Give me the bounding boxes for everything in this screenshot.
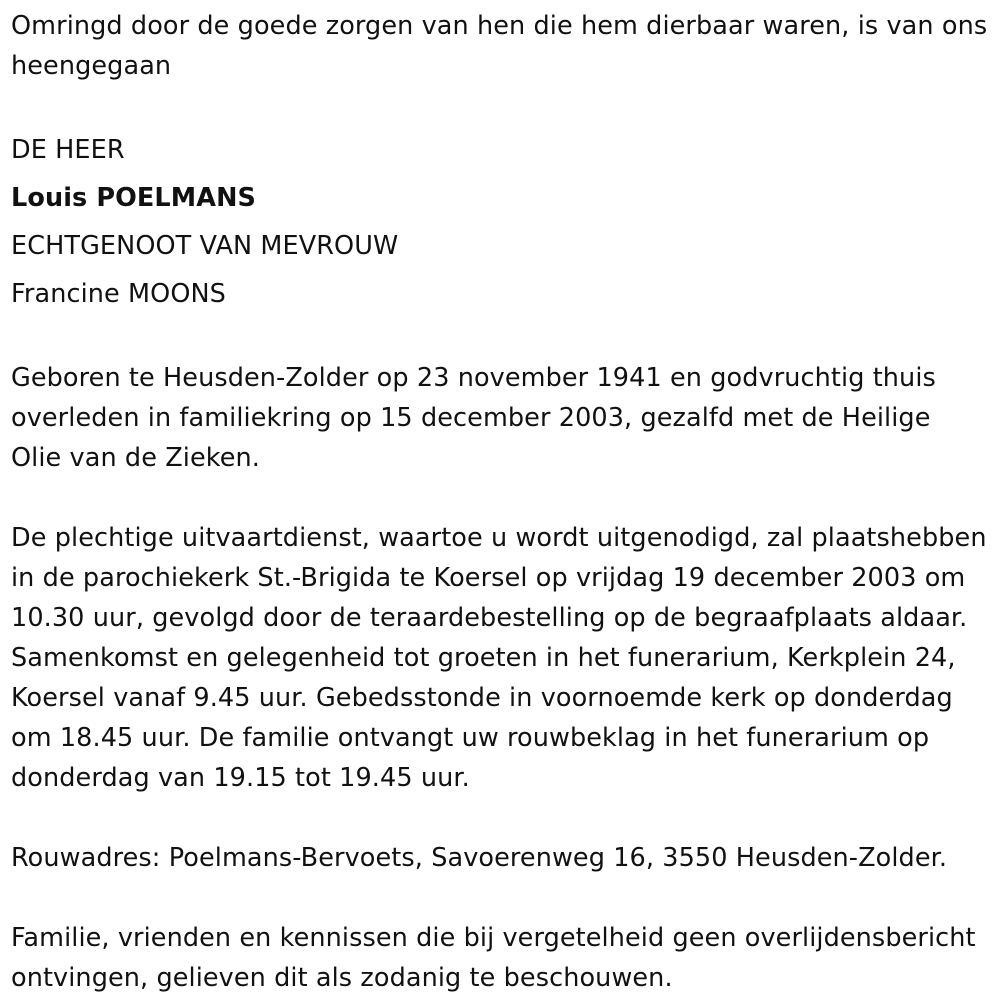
- spacer: [11, 878, 989, 918]
- birth-death-paragraph: Geboren te Heusden-Zolder op 23 november 1941 en godvruchtig thuis overleden in familiekring op 15 december 2003, gezalfd met de Heilige Olie van de Zieken.: [11, 363, 936, 473]
- spacer: [11, 318, 989, 358]
- spacer: [11, 478, 989, 518]
- deceased-title-block: [11, 126, 989, 318]
- deceased-name: Louis POELMANS: [11, 183, 256, 213]
- ceremony-paragraph: De plechtige uitvaartdienst, waartoe u wordt uitgenodigd, zal plaatshebben in de parochiekerk St.-Brigida te Koersel op vrijdag 19 december 2003 om 10.30 uur, gevolgd door de teraardebestelling op de begraafplaats aldaar. Samenkomst en gelegenheid tot groeten in het funerarium, Kerkplein 24, Koersel vanaf 9.45 uur. Gebedsstonde in voornoemde kerk op donderdag om 18.45 uur. De familie ontvangt uw rouwbeklag in het funerarium op donderdag van 19.15 tot 19.45 uur.: [11, 523, 987, 793]
- honorific: DE HEER: [11, 135, 125, 165]
- spouse-name: Francine MOONS: [11, 279, 226, 309]
- mourning-address: Rouwadres: Poelmans-Bervoets, Savoerenweg 16, 3550 Heusden-Zolder.: [11, 843, 948, 873]
- obituary-document: [11, 6, 989, 998]
- spacer: [11, 86, 989, 126]
- closing-paragraph: Familie, vrienden en kennissen die bij vergetelheid geen overlijdensbericht ontvingen, gelieven dit als zodanig te beschouwen.: [11, 923, 976, 993]
- spacer: [11, 798, 989, 838]
- intro-paragraph: Omringd door de goede zorgen van hen die hem dierbaar waren, is van ons heengegaan: [11, 11, 988, 81]
- relation-line: ECHTGENOOT VAN MEVROUW: [11, 231, 399, 261]
